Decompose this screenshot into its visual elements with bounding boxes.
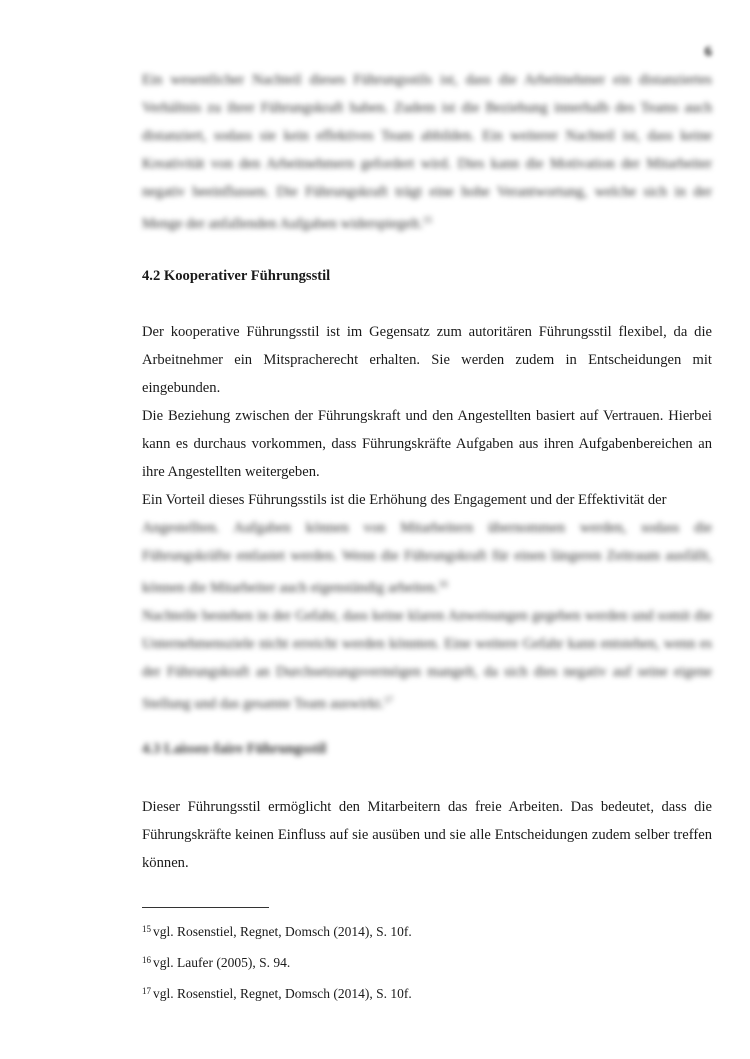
intro-paragraph-block [142, 66, 712, 238]
paragraph-advantage-clear: Ein Vorteil dieses Führungsstils ist die Erhöhung des Engagement und der Effektivität der [142, 492, 667, 508]
paragraph-disadvantages: Nachteile bestehen in der Gefahr, dass keine klaren Anweisungen gegeben werden und somit die Unternehmensziele nicht erreicht werden könnten. Eine weitere Gefahr kann entstehen, wenn es der Führungskraft an Durchsetzungsvermögen mangelt, da sich dies negativ auf seine eigene Stellung und das gesamte Team auswirkt.$^{17}$ [142, 608, 712, 712]
paragraph-laissez-faire: Dieser Führungsstil ermöglicht den Mitarbeitern das freie Arbeiten. Das bedeutet, dass die Führungskräfte keinen Einfluss auf sie ausüben und sie alle Entscheidungen zudem selber treffen können. [142, 799, 712, 871]
section-heading-4-3: 4.3 Laissez-faire Führungsstil [142, 741, 327, 757]
footnote-separator [142, 907, 269, 908]
footnote-ref-17: 17 [383, 695, 393, 705]
paragraph-advantage-blurred: Angestellten. Aufgaben können von Mitarbeitern übernommen werden, sodass die Führungskräfte entlastet werden. Wenn die Führungskraft für einen längeren Zeitraum ausfällt, können die Mitarbeiter auch eigenständig arbeiten.$^{16}$ [142, 520, 712, 596]
section-4-3-body [142, 793, 712, 877]
paragraph-trust: Die Beziehung zwischen der Führungskraft und den Angestellten basiert auf Vertrauen. Hierbei kann es durchaus vorkommen, dass Führungskräfte Aufgaben aus ihren Aufgabenbereichen an ihre Angestellten weitergeben. [142, 408, 712, 480]
footnote-ref-16: 16 [438, 579, 448, 589]
intro-paragraph: Ein wesentlicher Nachteil dieses Führungsstils ist, dass die Arbeitnehmer ein distanziertes Verhältnis zu ihrer Führungskraft haben. Zudem ist die Beziehung innerhalb des Teams auch distanziert, sodass sie kein effektives Team abbilden. Ein weiterer Nachteil ist, dass keine Kreativität von den Arbeitnehmern gefordert wird. Dies kann die Motivation der Mitarbeiter negativ beeinflussen. Die Führungskraft trägt eine hohe Verantwortung, welche sich in der Menge der anfallenden Aufgaben widerspiegelt.$^{15}$ [142, 72, 712, 232]
footnote-17: $^{17}$ vgl. Rosenstiel, Regnet, Domsch (2014), S. 10f. [142, 986, 412, 1001]
section-4-2-body [142, 318, 712, 718]
page-number: 6 [704, 44, 712, 60]
paragraph-cooperative-intro: Der kooperative Führungsstil ist im Gegensatz zum autoritären Führungsstil flexibel, da die Arbeitnehmer ein Mitspracherecht erhalten. Sie werden zudem in Entscheidungen mit eingebunden. [142, 324, 712, 396]
footnote-15: $^{15}$ vgl. Rosenstiel, Regnet, Domsch (2014), S. 10f. [142, 924, 412, 939]
footnotes [142, 915, 712, 1008]
section-heading-4-2: 4.2 Kooperativer Führungsstil [142, 268, 331, 284]
footnote-16: $^{16}$ vgl. Laufer (2005), S. 94. [142, 955, 291, 970]
footnote-ref-15: 15 [422, 215, 432, 225]
